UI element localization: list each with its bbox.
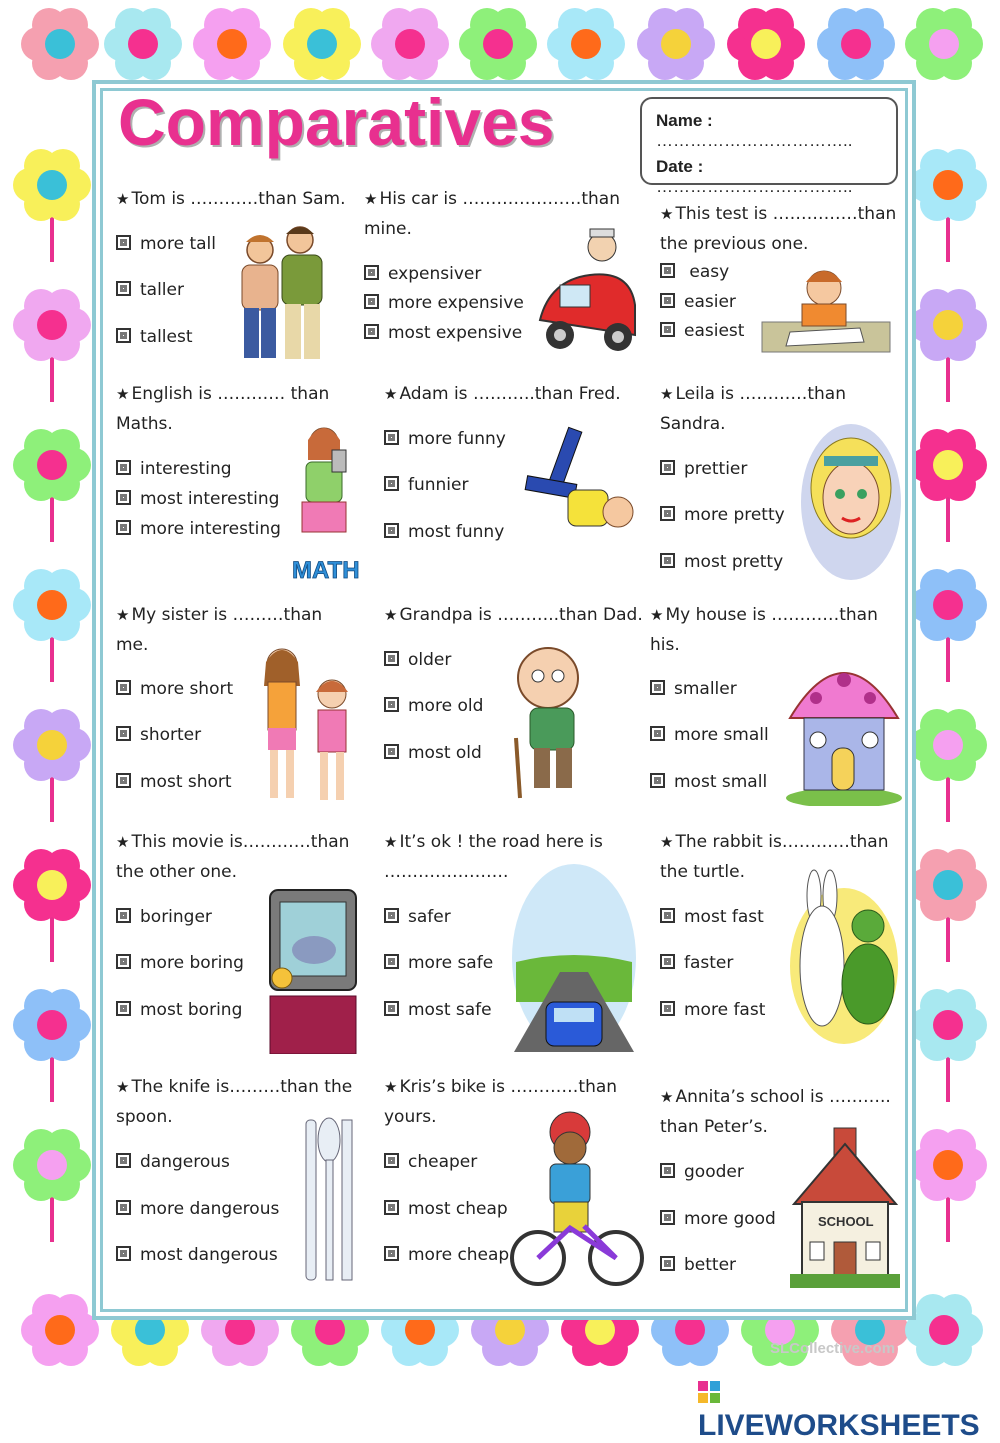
checkbox-icon[interactable] [660, 553, 675, 568]
checkbox-icon[interactable] [116, 1200, 131, 1215]
q4-option-3[interactable]: more interesting [116, 519, 281, 539]
page-title: Comparatives [118, 85, 555, 159]
falling-man-icon [518, 420, 638, 550]
question-10: ★ This movie is…………than the other one. [116, 832, 350, 882]
flower-icon [9, 842, 95, 962]
checkbox-icon[interactable] [660, 954, 675, 969]
flower-icon [905, 982, 991, 1102]
flower-icon [455, 1, 541, 87]
checkbox-icon[interactable] [384, 651, 399, 666]
q7-option-3[interactable]: most short [116, 772, 232, 792]
q2-option-1[interactable]: expensiver [364, 264, 481, 284]
q4-option-1[interactable]: interesting [116, 459, 232, 479]
checkbox-icon[interactable] [116, 520, 131, 535]
checkbox-icon[interactable] [384, 744, 399, 759]
checkbox-icon[interactable] [660, 322, 675, 337]
flower-icon [9, 562, 95, 682]
checkbox-icon[interactable] [116, 1153, 131, 1168]
q15-option-3[interactable]: better [660, 1255, 736, 1275]
checkbox-icon[interactable] [650, 773, 665, 788]
flower-icon [543, 1, 629, 87]
q11-option-2[interactable]: more safe [384, 953, 493, 973]
checkbox-icon[interactable] [660, 1001, 675, 1016]
checkbox-icon[interactable] [116, 680, 131, 695]
checkbox-icon[interactable] [650, 726, 665, 741]
checkbox-icon[interactable] [660, 506, 675, 521]
flower-icon [905, 842, 991, 962]
q4-option-2[interactable]: most interesting [116, 489, 279, 509]
checkbox-icon[interactable] [116, 281, 131, 296]
date-label: Date : [656, 157, 704, 176]
q13-option-2[interactable]: more dangerous [116, 1199, 279, 1219]
q14-option-2[interactable]: most cheap [384, 1199, 508, 1219]
flower-icon [17, 1287, 103, 1373]
flower-icon [813, 1, 899, 87]
flower-icon [905, 282, 991, 402]
q7-option-2[interactable]: shorter [116, 725, 201, 745]
star-icon: ★ [660, 833, 674, 851]
q13-option-3[interactable]: most dangerous [116, 1245, 278, 1265]
question-1: ★ Tom is …………than Sam. [116, 189, 346, 209]
watermark: SLCollective.com [770, 1340, 896, 1357]
checkbox-icon[interactable] [384, 1001, 399, 1016]
date-field[interactable]: …………………………….. [656, 177, 853, 196]
q2-option-2[interactable]: more expensive [364, 293, 524, 313]
boy-writing-test-icon [760, 262, 892, 354]
checkbox-icon[interactable] [384, 1153, 399, 1168]
checkbox-icon[interactable] [116, 460, 131, 475]
checkbox-icon[interactable] [660, 460, 675, 475]
q14-option-3[interactable]: more cheap [384, 1245, 509, 1265]
brand-logo[interactable] [698, 1375, 1000, 1443]
q10-option-3[interactable]: most boring [116, 1000, 242, 1020]
q6-option-1[interactable]: prettier [660, 459, 747, 479]
question-2: ★ His car is …………………than mine. [364, 189, 620, 239]
q8-option-1[interactable]: older [384, 650, 451, 670]
checkbox-icon[interactable] [364, 324, 379, 339]
checkbox-icon[interactable] [116, 908, 131, 923]
flower-icon [9, 982, 95, 1102]
checkbox-icon[interactable] [660, 908, 675, 923]
checkbox-icon[interactable] [650, 680, 665, 695]
flower-icon [189, 1, 275, 87]
star-icon: ★ [116, 385, 130, 403]
q3-option-1[interactable]: easy [660, 262, 729, 282]
flower-icon [9, 702, 95, 822]
question-11: ★ It’s ok ! the road here is …………………. [384, 832, 603, 882]
star-icon: ★ [384, 1078, 398, 1096]
q12-option-2[interactable]: faster [660, 953, 733, 973]
checkbox-icon[interactable] [116, 490, 131, 505]
q1-option-3[interactable]: tallest [116, 327, 193, 347]
q9-option-1[interactable]: smaller [650, 679, 737, 699]
boy-bike-icon [510, 1108, 644, 1290]
checkbox-icon[interactable] [660, 1210, 675, 1225]
flower-icon [905, 562, 991, 682]
checkbox-icon[interactable] [660, 1256, 675, 1271]
checkbox-icon[interactable] [384, 954, 399, 969]
flower-icon [100, 1, 186, 87]
q10-option-2[interactable]: more boring [116, 953, 244, 973]
checkbox-icon[interactable] [116, 1001, 131, 1016]
star-icon: ★ [116, 833, 130, 851]
q5-option-2[interactable]: funnier [384, 475, 468, 495]
rabbit-turtle-icon [788, 866, 900, 1046]
girl-math-icon [288, 420, 360, 585]
checkbox-icon[interactable] [364, 294, 379, 309]
flower-icon [9, 142, 95, 262]
old-man-icon [500, 638, 630, 800]
q9-option-3[interactable]: most small [650, 772, 767, 792]
red-car-icon [530, 225, 640, 365]
brand-mark-icon [698, 1381, 720, 1403]
checkbox-icon[interactable] [384, 476, 399, 491]
q13-option-1[interactable]: dangerous [116, 1152, 230, 1172]
flower-icon [905, 142, 991, 262]
flower-icon [905, 702, 991, 822]
star-icon: ★ [650, 606, 664, 624]
q6-option-3[interactable]: most pretty [660, 552, 783, 572]
checkbox-icon[interactable] [364, 265, 379, 280]
star-icon: ★ [116, 1078, 130, 1096]
flower-icon [901, 1, 987, 87]
question-3: ★ This test is ……………than the previous one. [660, 204, 897, 254]
flower-icon [633, 1, 719, 87]
q11-option-1[interactable]: safer [384, 907, 451, 927]
question-12: ★ The rabbit is…………than the turtle. [660, 832, 889, 882]
television-icon [266, 886, 360, 1054]
q1-option-2[interactable]: taller [116, 280, 184, 300]
checkbox-icon[interactable] [116, 726, 131, 741]
checkbox-icon[interactable] [660, 293, 675, 308]
question-13: ★ The knife is………than the spoon. [116, 1077, 353, 1127]
q12-option-1[interactable]: most fast [660, 907, 764, 927]
q2-option-3[interactable]: most expensive [364, 323, 522, 343]
question-7: ★ My sister is ………than me. [116, 605, 323, 655]
brand-name: LIVEWORKSHEETS [698, 1409, 980, 1442]
question-6: ★ Leila is …………than Sandra. [660, 384, 846, 434]
car-on-road-icon [510, 862, 638, 1054]
question-9: ★ My house is …………than his. [650, 605, 878, 655]
star-icon: ★ [364, 190, 378, 208]
q10-option-1[interactable]: boringer [116, 907, 212, 927]
star-icon: ★ [660, 385, 674, 403]
flower-icon [17, 1, 103, 87]
checkbox-icon[interactable] [660, 1163, 675, 1178]
flower-icon [9, 1122, 95, 1242]
checkbox-icon[interactable] [384, 1246, 399, 1261]
q15-option-1[interactable]: gooder [660, 1162, 744, 1182]
q1-option-1[interactable]: more tall [116, 234, 216, 254]
q15-option-2[interactable]: more good [660, 1209, 776, 1229]
woman-face-icon [800, 422, 902, 582]
checkbox-icon[interactable] [116, 773, 131, 788]
checkbox-icon[interactable] [660, 263, 675, 278]
name-date-box [640, 97, 898, 196]
checkbox-icon[interactable] [384, 430, 399, 445]
flower-icon [9, 282, 95, 402]
q9-option-2[interactable]: more small [650, 725, 769, 745]
two-men-icon [228, 220, 338, 365]
checkbox-icon[interactable] [384, 523, 399, 538]
star-icon: ★ [660, 205, 674, 223]
q8-option-3[interactable]: most old [384, 743, 482, 763]
flower-icon [905, 422, 991, 542]
mushroom-house-icon [786, 638, 902, 806]
cutlery-icon [298, 1110, 360, 1292]
q3-option-2[interactable]: easier [660, 292, 736, 312]
name-field[interactable]: …………………………….. [656, 131, 853, 150]
date-row[interactable] [656, 157, 896, 197]
star-icon: ★ [116, 190, 130, 208]
star-icon: ★ [660, 1088, 674, 1106]
two-girls-icon [254, 642, 360, 810]
question-8: ★ Grandpa is ………..than Dad. [384, 605, 643, 625]
q8-option-2[interactable]: more old [384, 696, 483, 716]
checkbox-icon[interactable] [116, 954, 131, 969]
q7-option-1[interactable]: more short [116, 679, 233, 699]
checkbox-icon[interactable] [116, 235, 131, 250]
star-icon: ★ [384, 833, 398, 851]
q5-option-3[interactable]: most funny [384, 522, 504, 542]
flower-icon [279, 1, 365, 87]
name-label: Name : [656, 111, 713, 130]
checkbox-icon[interactable] [384, 697, 399, 712]
q14-option-1[interactable]: cheaper [384, 1152, 477, 1172]
q3-option-3[interactable]: easiest [660, 321, 744, 341]
name-row[interactable] [656, 111, 896, 151]
flower-icon [905, 1122, 991, 1242]
checkbox-icon[interactable] [116, 328, 131, 343]
checkbox-icon[interactable] [116, 1246, 131, 1261]
star-icon: ★ [384, 385, 398, 403]
star-icon: ★ [384, 606, 398, 624]
q5-option-1[interactable]: more funny [384, 429, 506, 449]
q6-option-2[interactable]: more pretty [660, 505, 785, 525]
question-4: ★ English is ………… than Maths. [116, 384, 330, 434]
question-5: ★ Adam is ………..than Fred. [384, 384, 621, 404]
q12-option-3[interactable]: more fast [660, 1000, 765, 1020]
question-14: ★ Kris’s bike is …………than yours. [384, 1077, 618, 1127]
svg-text:SCHOOL: SCHOOL [818, 1214, 874, 1229]
star-icon: ★ [116, 606, 130, 624]
flower-icon [9, 422, 95, 542]
q11-option-3[interactable]: most safe [384, 1000, 492, 1020]
checkbox-icon[interactable] [384, 1200, 399, 1215]
question-15: ★ Annita’s school is ……….. than Peter’s. [660, 1087, 891, 1137]
flower-icon [367, 1, 453, 87]
checkbox-icon[interactable] [384, 908, 399, 923]
svg-text:MATH: MATH [292, 557, 360, 584]
flower-icon [723, 1, 809, 87]
school-house-icon [790, 1124, 900, 1290]
